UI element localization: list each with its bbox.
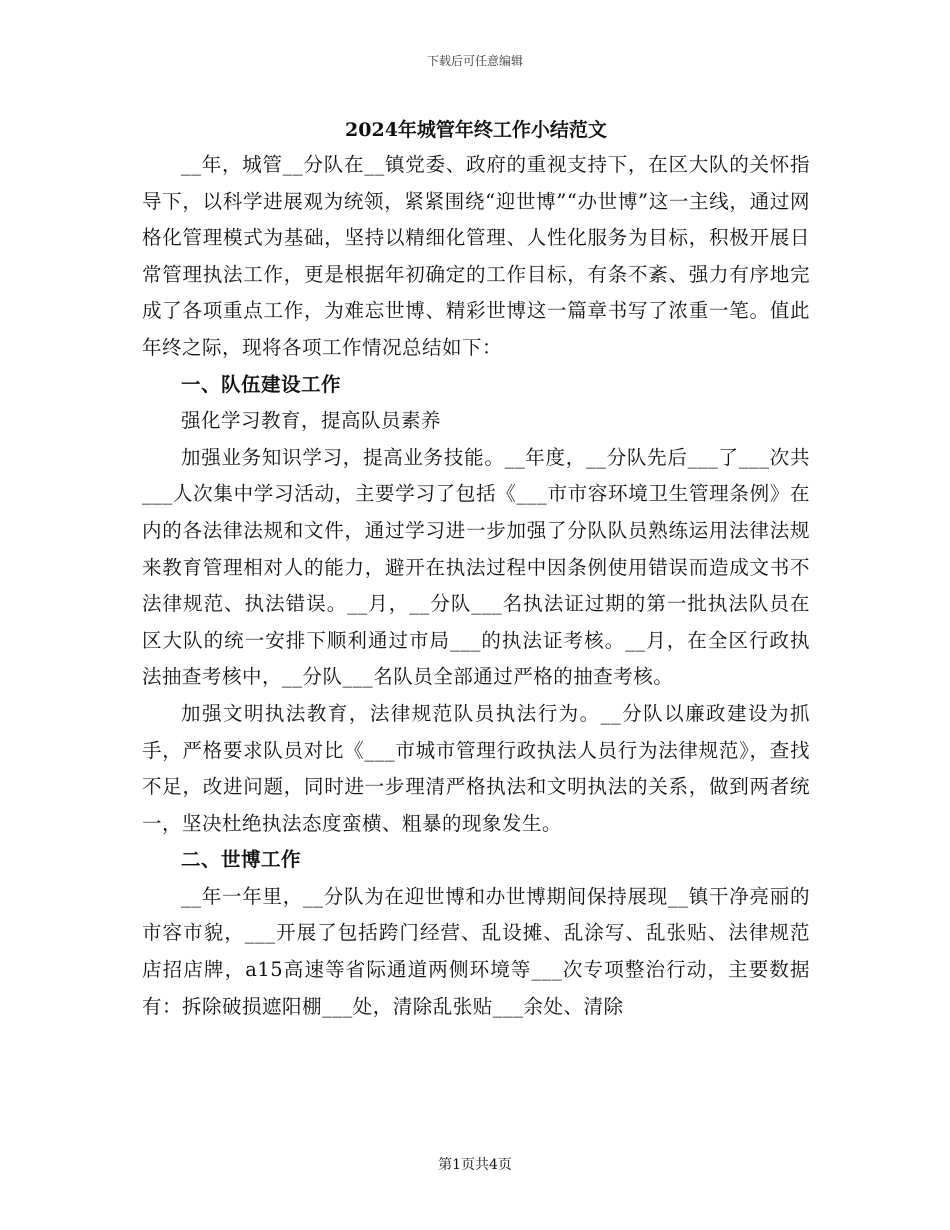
page-number: 第1页共4页: [438, 1157, 512, 1173]
subheading-learning: 强化学习教育，提高队员素养: [181, 409, 442, 433]
paragraph-expo-work: __年一年里，__分队为在迎世博和办世博期间保持展现__镇干净亮丽的市容市貌，___开展了包括跨门经营、乱设摊、乱涂写、乱张贴、法律规范店招店牌，a15高速等省际通道两侧环境等___次专项整治行动，主要数据有：拆除破损遮阳棚___处，清除乱张贴___余处、清除: [142, 884, 810, 1018]
page-header-note: 下载后可任意编辑: [426, 54, 523, 68]
section-heading-team-building: 一、队伍建设工作: [181, 372, 342, 396]
document-body: [142, 113, 810, 1025]
paragraph-civilized-enforcement: 加强文明执法教育，法律规范队员执法行为。__分队以廉政建设为抓手，严格要求队员对比《___市城市管理行政执法人员行为法律规范》，查找不足，改进问题，同时进一步理清严格执法和文明执法的关系，做到两者统一，坚决杜绝执法态度蛮横、粗暴的现象发生。: [142, 701, 810, 835]
document-title: 2024年城管年终工作小结范文: [345, 119, 607, 141]
paragraph-business-learning: 加强业务知识学习，提高业务技能。__年度，__分队先后___了___次共___人次集中学习活动，主要学习了包括《___市市容环境卫生管理条例》在内的各法律法规和文件，通过学习进一步加强了分队队员熟练运用法律法规来教育管理相对人的能力，避开在执法过程中因条例使用错误而造成文书不法律规范、执法错误。__月，__分队___名执法证过期的第一批执法队员在区大队的统一安排下顺利通过市局___的执法证考核。__月，在全区行政执法抽查考核中，__分队___名队员全部通过严格的抽查考核。: [142, 445, 810, 689]
intro-paragraph: __年，城管__分队在__镇党委、政府的重视支持下，在区大队的关怀指导下，以科学进展观为统领，紧紧围绕“迎世博”“办世博”这一主线，通过网格化管理模式为基础，坚持以精细化管理、人性化服务为目标，积极开展日常管理执法工作，更是根据年初确定的工作目标，有条不紊、强力有序地完成了各项重点工作，为难忘世博、精彩世博这一篇章书写了浓重一笔。值此年终之际，现将各项工作情况总结如下：: [142, 153, 810, 359]
section-heading-expo: 二、世博工作: [181, 848, 302, 872]
